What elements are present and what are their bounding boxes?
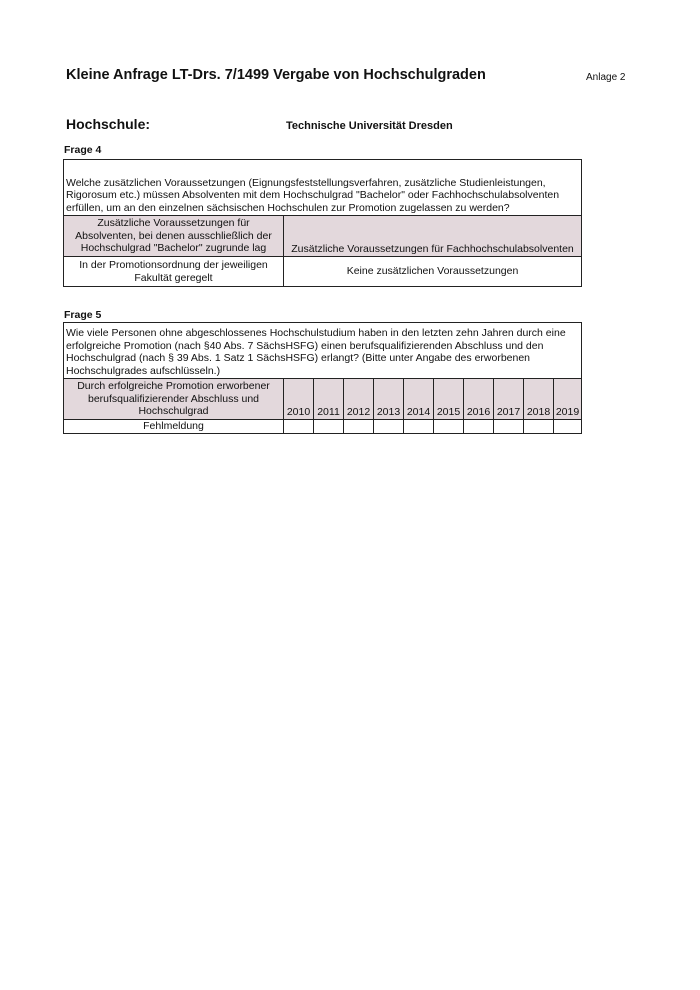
frage4-col1-value: In der Promotionsordnung der jeweiligen Fakultät geregelt xyxy=(64,257,284,287)
document-title: Kleine Anfrage LT-Drs. 7/1499 Vergabe von Hochschulgraden xyxy=(66,67,486,83)
year-header: 2011 xyxy=(314,379,344,420)
year-header: 2018 xyxy=(524,379,554,420)
year-header: 2015 xyxy=(434,379,464,420)
frage4-col1-header: Zusätzliche Voraussetzungen für Absolventen, bei denen ausschließlich der Hochschulgrad "Bachelor" zugrunde lag xyxy=(64,216,284,257)
year-header: 2014 xyxy=(404,379,434,420)
year-cell xyxy=(404,420,434,434)
year-header: 2013 xyxy=(374,379,404,420)
frage5-question: Wie viele Personen ohne abgeschlossenes Hochschulstudium haben in den letzten zehn Jahren durch eine erfolgreiche Promotion (nach §40 Abs. 7 SächsHSFG) einen berufsqualifizierenden Abschluss und den Hochschulgrad (nach § 39 Abs. 1 Satz 1 SächsHSFG) erlangt? (Bitte unter Angabe des erworbenen Hochschulgrades aufschlüsseln.) xyxy=(64,323,582,379)
frage4-col2-header: Zusätzliche Voraussetzungen für Fachhochschulabsolventen xyxy=(284,216,582,257)
frage5-row-value: Fehlmeldung xyxy=(64,420,284,434)
frage4-table xyxy=(63,159,582,287)
frage5-table xyxy=(63,322,582,434)
year-cell xyxy=(434,420,464,434)
frage4-col2-value: Keine zusätzlichen Voraussetzungen xyxy=(284,257,582,287)
frage4-label: Frage 4 xyxy=(64,144,102,156)
year-cell xyxy=(284,420,314,434)
year-header: 2017 xyxy=(494,379,524,420)
year-cell xyxy=(494,420,524,434)
hochschule-label: Hochschule: xyxy=(66,116,151,132)
anlage-label: Anlage 2 xyxy=(586,72,626,83)
year-header: 2010 xyxy=(284,379,314,420)
year-cell xyxy=(314,420,344,434)
year-header: 2016 xyxy=(464,379,494,420)
frage4-question: Welche zusätzlichen Voraussetzungen (Eignungsfeststellungsverfahren, zusätzliche Studienleistungen, Rigorosum etc.) müssen Absolventen mit dem Hochschulgrad "Bachelor" oder Fachhochschulabsolventen erfüllen, um an den einzelnen sächsischen Hochschulen zur Promotion zugelassen zu werden? xyxy=(64,160,582,216)
year-cell xyxy=(464,420,494,434)
frage5-label: Frage 5 xyxy=(64,309,102,321)
hochschule-name: Technische Universität Dresden xyxy=(286,120,453,132)
year-header: 2019 xyxy=(554,379,582,420)
frage5-row-header: Durch erfolgreiche Promotion erworbener berufsqualifizierender Abschluss und Hochschulgrad xyxy=(64,379,284,420)
year-cell xyxy=(344,420,374,434)
year-cell xyxy=(554,420,582,434)
year-cell xyxy=(374,420,404,434)
year-cell xyxy=(524,420,554,434)
year-header: 2012 xyxy=(344,379,374,420)
